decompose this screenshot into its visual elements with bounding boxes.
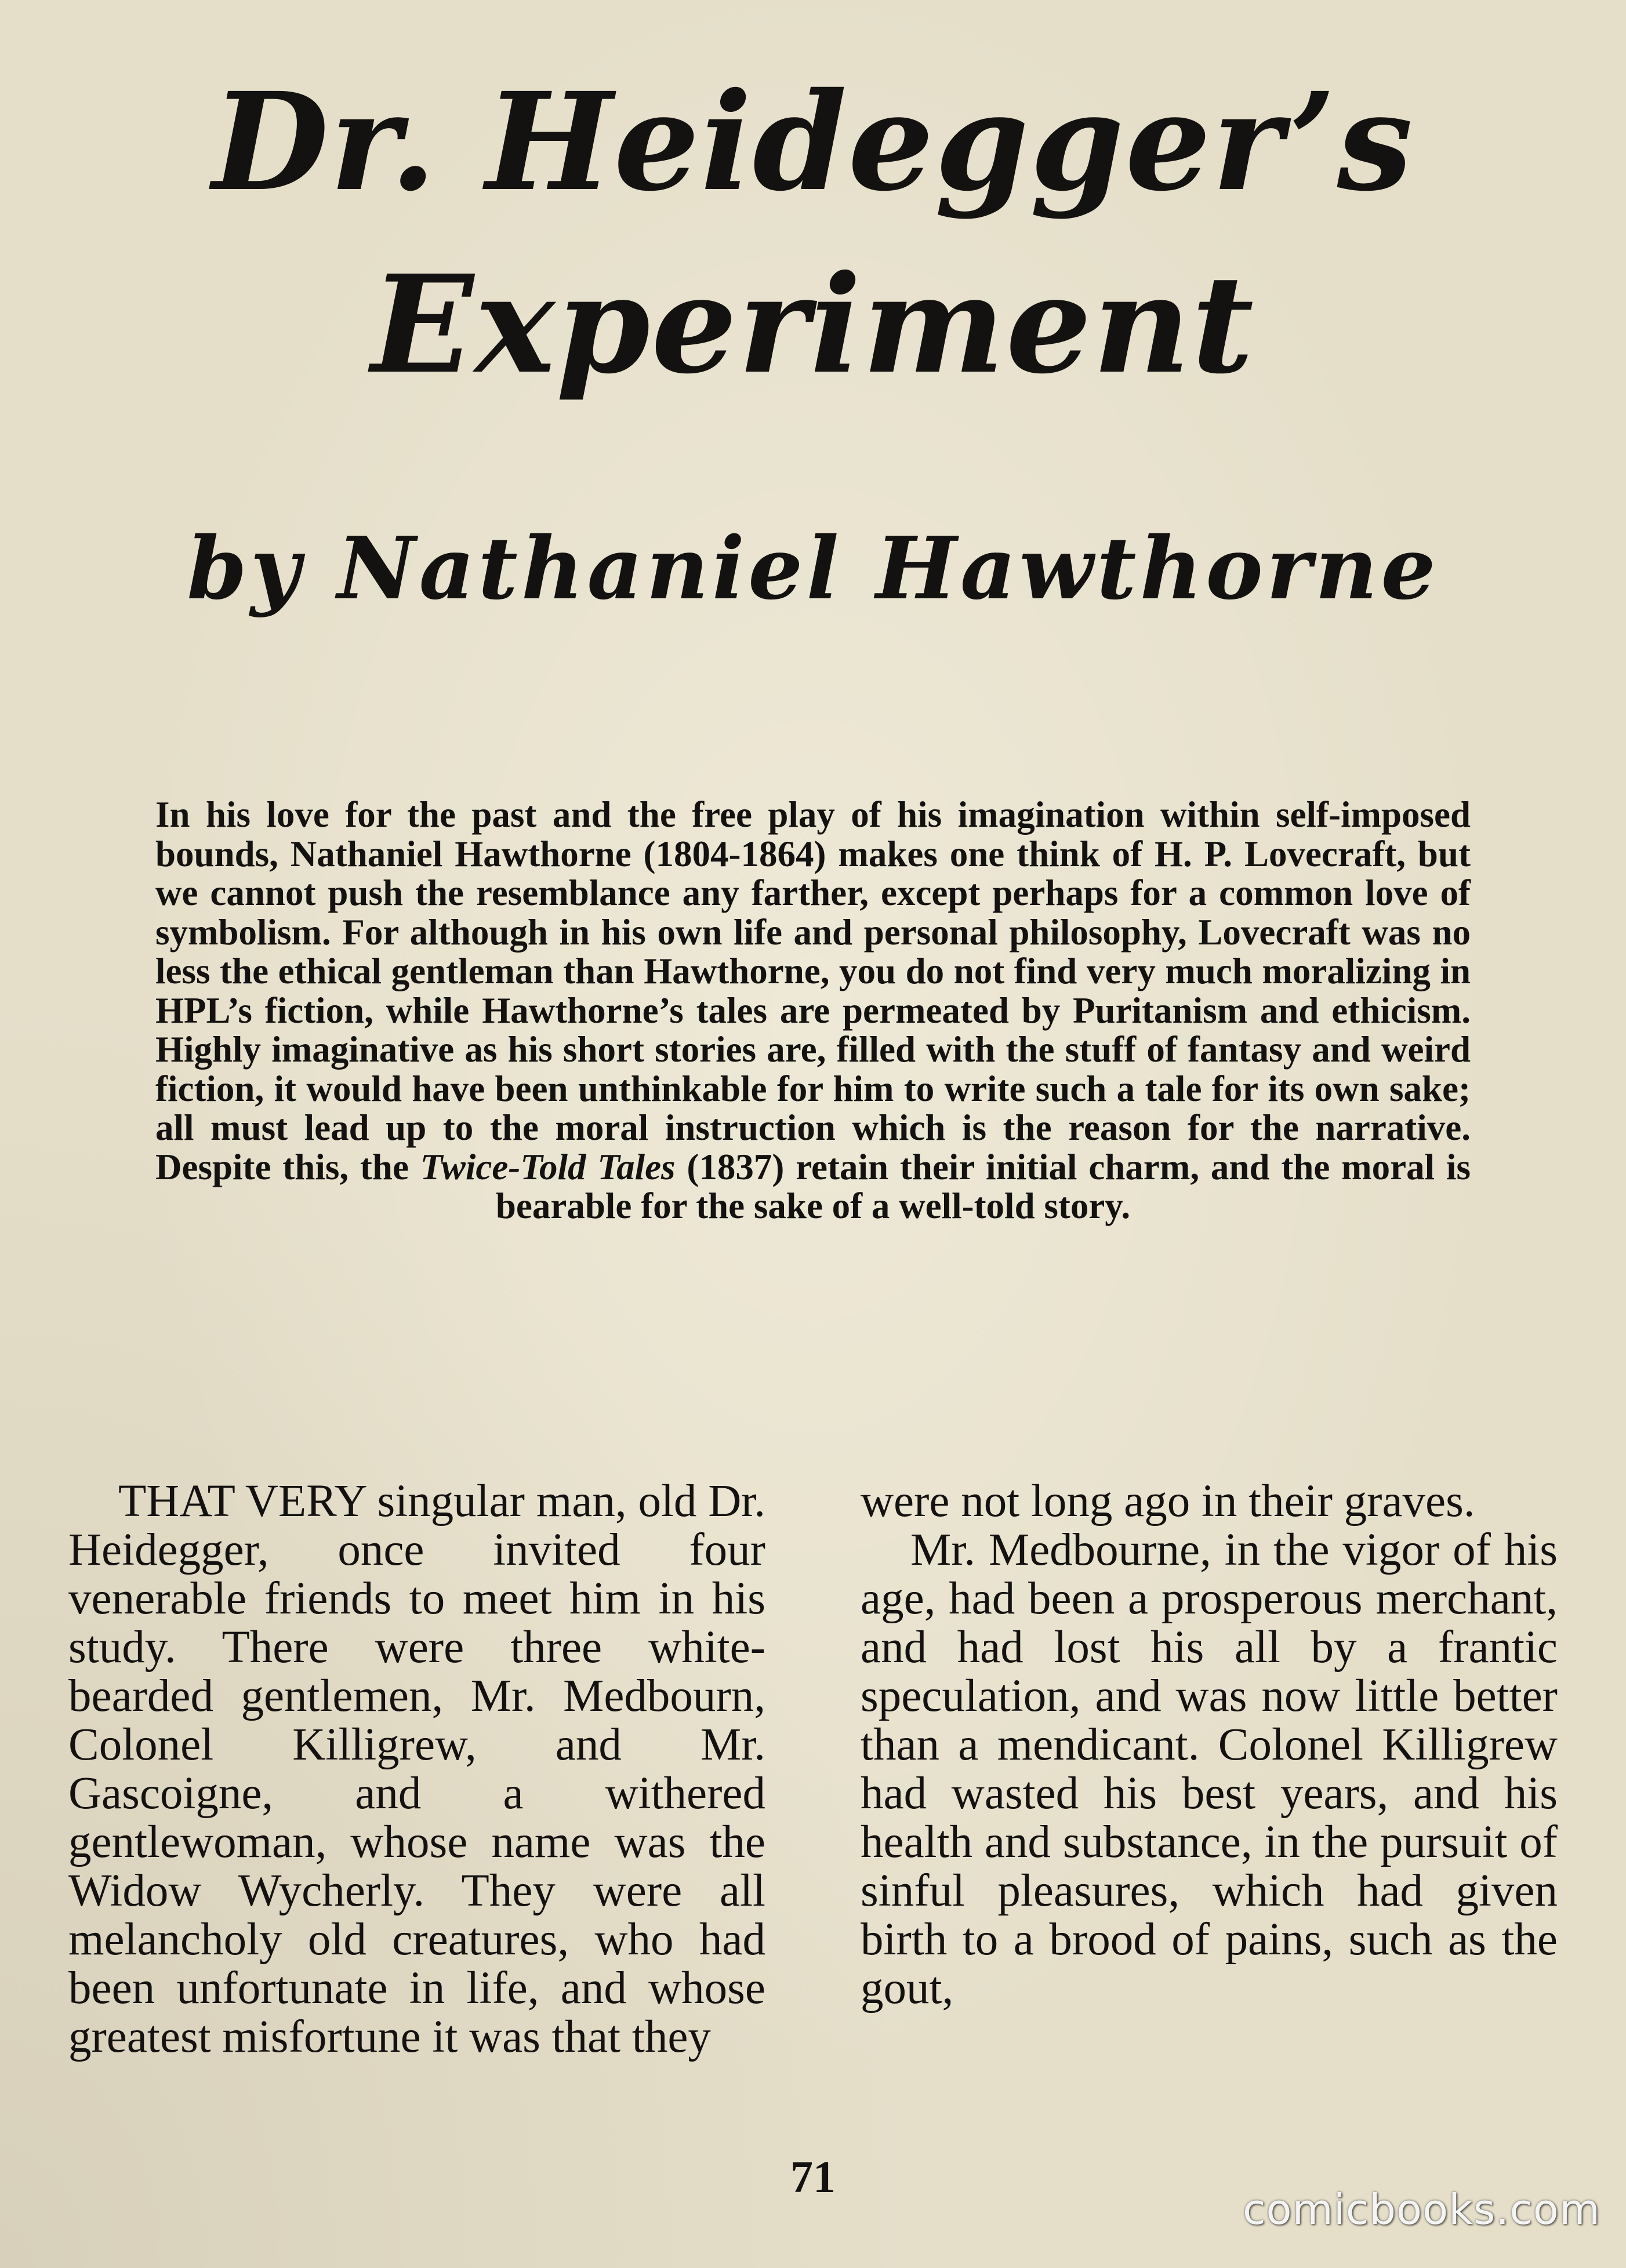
story-column-left (68, 1477, 765, 2062)
site-watermark: comicbooks.com (1242, 2185, 1600, 2234)
book-title: Twice-Told Tales (420, 1146, 676, 1187)
story-second-paragraph: Mr. Medbourne, in the vigor of his age, had been a prosperous merchant, and had lost his all by a frantic speculation, and was now little better than a mendicant. Colonel Killigrew had wasted his best years, and his health and substance, in the pursuit of sinful pleasures, which had given birth to a brood of pains, such as the gout, (861, 1525, 1558, 2013)
author-byline: by Nathaniel Hawthorne (187, 518, 1439, 619)
story-title-line-2: Experiment (371, 245, 1255, 404)
story-opening-paragraph: THAT VERY singular man, old Dr. Heidegger, once invited four venerable friends to meet him in his study. There were three white-bearded gentlemen, Mr. Medbourn, Colonel Killigrew, and Mr. Gascoigne, and a withered gentlewoman, whose name was the Widow Wycherly. They were all melancholy old creatures, who had been unfortunate in life, and whose greatest misfortune it was that they (68, 1476, 765, 2062)
intro-text-start: In his love for the past and the free play of his imagination within self-imposed bounds, Nathaniel Hawthorne (1804-1864) makes one think of H. P. Lovecraft, but we cannot push the resemblance any farther, except perhaps for a common love of symbolism. For although in his own life and personal philosophy, Lovecraft was no less the ethical gentleman than Hawthorne, you do not find very much moralizing in HPL’s fiction, while Hawthorne’s tales are permeated by Puritanism and ethicism. Highly imaginative as his short stories are, filled with the stuff of fantasy and weird fiction, it would have been unthinkable for him to write such a tale for its own sake; all must lead up to the moral instruction which is the reason for the narrative. Despite this, the (155, 794, 1471, 1187)
story-continuation-text: were not long ago in their graves. (861, 1476, 1475, 1526)
editorial-introduction (155, 795, 1471, 1226)
story-column-right (861, 1477, 1558, 2013)
page-number: 71 (790, 2151, 836, 2202)
intro-text-end: (1837) retain their initial charm, and the moral is bearable for the sake of a well-told story. (495, 1146, 1471, 1226)
story-title-line-1: Dr. Heidegger’s (212, 63, 1414, 221)
